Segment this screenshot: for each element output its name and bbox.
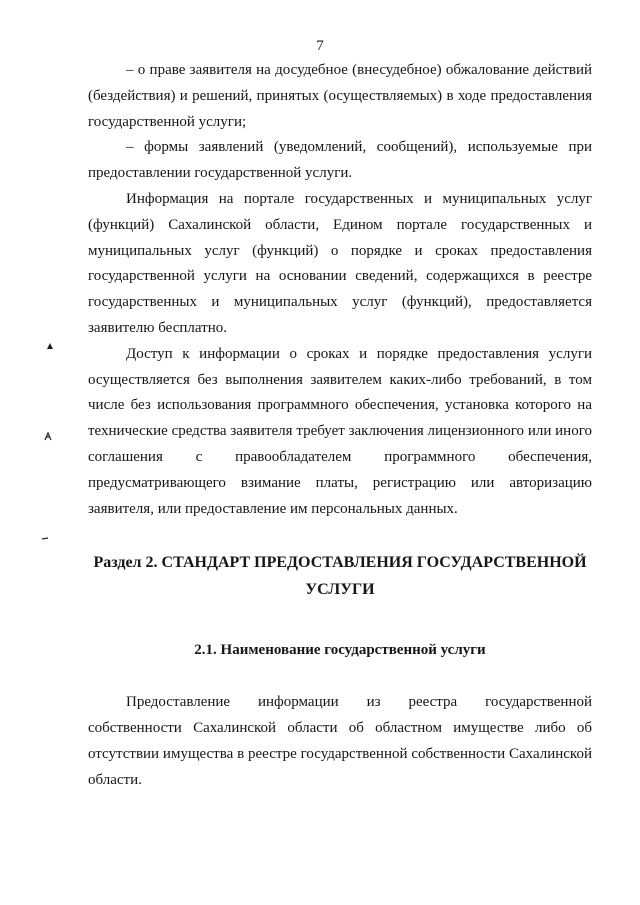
scan-mark-icon (46, 342, 54, 350)
subsection-title: 2.1. Наименование государственной услуги (194, 642, 486, 659)
paragraph-portal-info: Информация на портале государственных и муниципальных услуг (функций) Сахалинской области, Едином портале государственных и муниципальных услуг (функций) о порядке и сроках предоставления государственной услуги на основании сведений, содержащихся в реестре государственных и муниципальных услуг (функций), предоставляется заявителю бесплатно. (88, 190, 592, 336)
paragraph-appeal-right: – о праве заявителя на досудебное (внесудебное) обжалование действий (бездействия) и решений, принятых (осуществляемых) в ходе предоставления государственной услуги; (88, 62, 592, 130)
document-body (88, 58, 592, 794)
paragraph-forms: – формы заявлений (уведомлений, сообщений), используемые при предоставлении государственной услуги. (88, 139, 592, 182)
paragraph-service-name: Предоставление информации из реестра государственной собственности Сахалинской области об областном имуществе либо об отсутствии имущества в реестре государственной собственности Сахалинской области. (88, 694, 592, 788)
paragraph-access-info: Доступ к информации о сроках и порядке предоставления услуги осуществляется без выполнения заявителем каких-либо требований, в том числе без использования программного обеспечения, установка которого на технические средства заявителя требует заключения лицензионного или иного соглашения с правообладателем программного обеспечения, предусматривающего взимание платы, регистрацию или авторизацию заявителя, или предоставление им персональных данных. (88, 345, 592, 517)
section-title: Раздел 2. СТАНДАРТ ПРЕДОСТАВЛЕНИЯ ГОСУДАРСТВЕННОЙ УСЛУГИ (93, 554, 587, 599)
page-number: 7 (316, 38, 324, 54)
scan-mark-icon (42, 536, 49, 541)
scan-mark-icon (44, 432, 52, 441)
